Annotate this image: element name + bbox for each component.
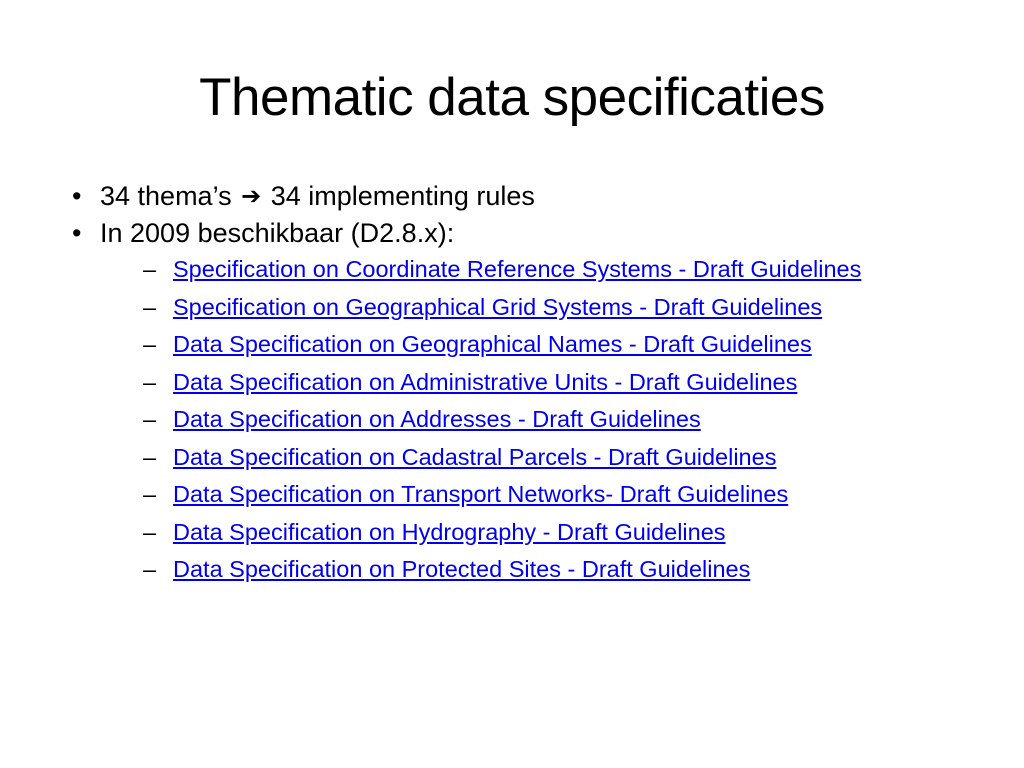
- dash-marker: –: [143, 293, 157, 320]
- list-item: [143, 293, 952, 321]
- dash-marker: –: [143, 443, 157, 470]
- list-item: [143, 518, 952, 546]
- dash-marker: –: [143, 256, 157, 282]
- list-item: [143, 480, 952, 508]
- dash-marker: –: [143, 406, 157, 432]
- dash-marker: –: [143, 331, 157, 357]
- bullet-available: [72, 215, 952, 583]
- link-geographical-names[interactable]: Data Specification on Geographical Names - Draft Guidelines: [173, 331, 812, 357]
- bullet-themes: [72, 178, 952, 215]
- bullet-text-after: 34 implementing rules: [270, 181, 535, 211]
- spec-link-list: [100, 255, 952, 583]
- link-geographical-grid-systems[interactable]: Specification on Geographical Grid Systems - Draft Guidelines: [173, 293, 823, 320]
- list-item: [143, 368, 952, 396]
- link-cadastral-parcels[interactable]: Data Specification on Cadastral Parcels - Draft Guidelines: [173, 443, 777, 470]
- link-transport-networks[interactable]: Data Specification on Transport Networks- Draft Guidelines: [173, 481, 789, 507]
- bullet-list: [72, 178, 952, 593]
- link-coordinate-reference-systems[interactable]: Specification on Coordinate Reference Systems - Draft Guidelines: [173, 256, 862, 282]
- bullet-text-before: 34 thema’s: [100, 181, 232, 211]
- list-item: [143, 255, 873, 283]
- bullet-text: In 2009 beschikbaar (D2.8.x):: [100, 218, 455, 248]
- link-administrative-units[interactable]: Data Specification on Administrative Units - Draft Guidelines: [173, 368, 798, 395]
- dash-marker: –: [143, 368, 157, 395]
- dash-marker: –: [143, 556, 157, 582]
- link-addresses[interactable]: Data Specification on Addresses - Draft Guidelines: [173, 406, 701, 432]
- list-item: [143, 555, 952, 583]
- link-hydrography[interactable]: Data Specification on Hydrography - Draft Guidelines: [173, 518, 726, 545]
- arrow-right-icon: ➔: [241, 183, 262, 210]
- bullet-marker: •: [72, 218, 82, 248]
- dash-marker: –: [143, 518, 157, 545]
- slide-title: Thematic data specificaties: [199, 68, 825, 127]
- bullet-marker: •: [72, 181, 82, 211]
- list-item: [143, 443, 952, 471]
- dash-marker: –: [143, 481, 157, 507]
- link-protected-sites[interactable]: Data Specification on Protected Sites - Draft Guidelines: [173, 556, 751, 582]
- list-item: [143, 330, 952, 358]
- list-item: [143, 405, 952, 433]
